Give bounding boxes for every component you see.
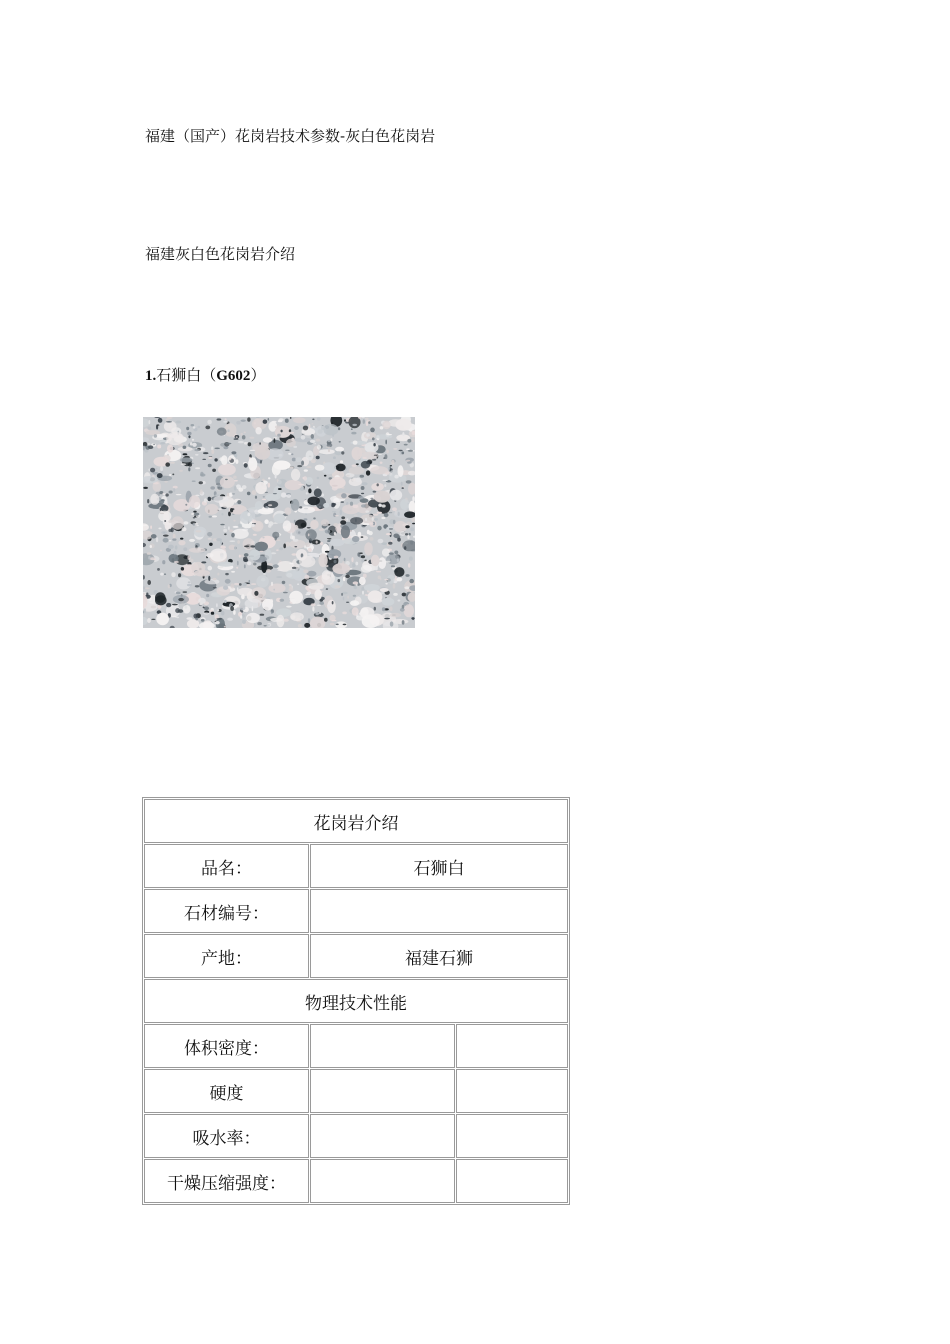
granite-sample-image <box>143 417 415 628</box>
physical-value <box>310 1159 455 1203</box>
document-title: 福建（国产）花岗岩技术参数-灰白色花岗岩 <box>145 127 436 145</box>
row-label: 产地： <box>144 934 309 978</box>
section-intro-heading: 福建灰白色花岗岩介绍 <box>145 245 296 263</box>
physical-label: 硬度 <box>144 1069 309 1113</box>
row-label: 石材编号： <box>144 889 309 933</box>
table-row <box>144 979 568 1023</box>
physical-value <box>310 1024 455 1068</box>
physical-value <box>310 1069 455 1113</box>
table-row <box>144 1114 568 1158</box>
physical-unit <box>456 1024 568 1068</box>
table-row <box>144 1024 568 1068</box>
table-row <box>144 1069 568 1113</box>
table-row <box>144 889 568 933</box>
table-header-cell: 花岗岩介绍 <box>144 799 568 843</box>
item-name: 石狮白（ <box>156 366 217 384</box>
physical-value <box>310 1114 455 1158</box>
physical-unit <box>456 1114 568 1158</box>
item-number: 1. <box>145 368 157 384</box>
row-value: 福建石狮 <box>310 934 568 978</box>
item-close-paren: ） <box>250 366 266 384</box>
spec-table <box>142 797 570 1205</box>
table-row <box>144 934 568 978</box>
item-heading <box>145 364 265 385</box>
physical-unit <box>456 1159 568 1203</box>
row-value <box>310 889 568 933</box>
item-code: G602 <box>216 368 251 384</box>
physical-label: 体积密度： <box>144 1024 309 1068</box>
physical-label: 干燥压缩强度： <box>144 1159 309 1203</box>
table-row <box>144 844 568 888</box>
row-label: 品名： <box>144 844 309 888</box>
physical-label: 吸水率： <box>144 1114 309 1158</box>
physical-header-cell: 物理技术性能 <box>144 979 568 1023</box>
table-row <box>144 1159 568 1203</box>
physical-unit <box>456 1069 568 1113</box>
table-row <box>144 799 568 843</box>
row-value: 石狮白 <box>310 844 568 888</box>
